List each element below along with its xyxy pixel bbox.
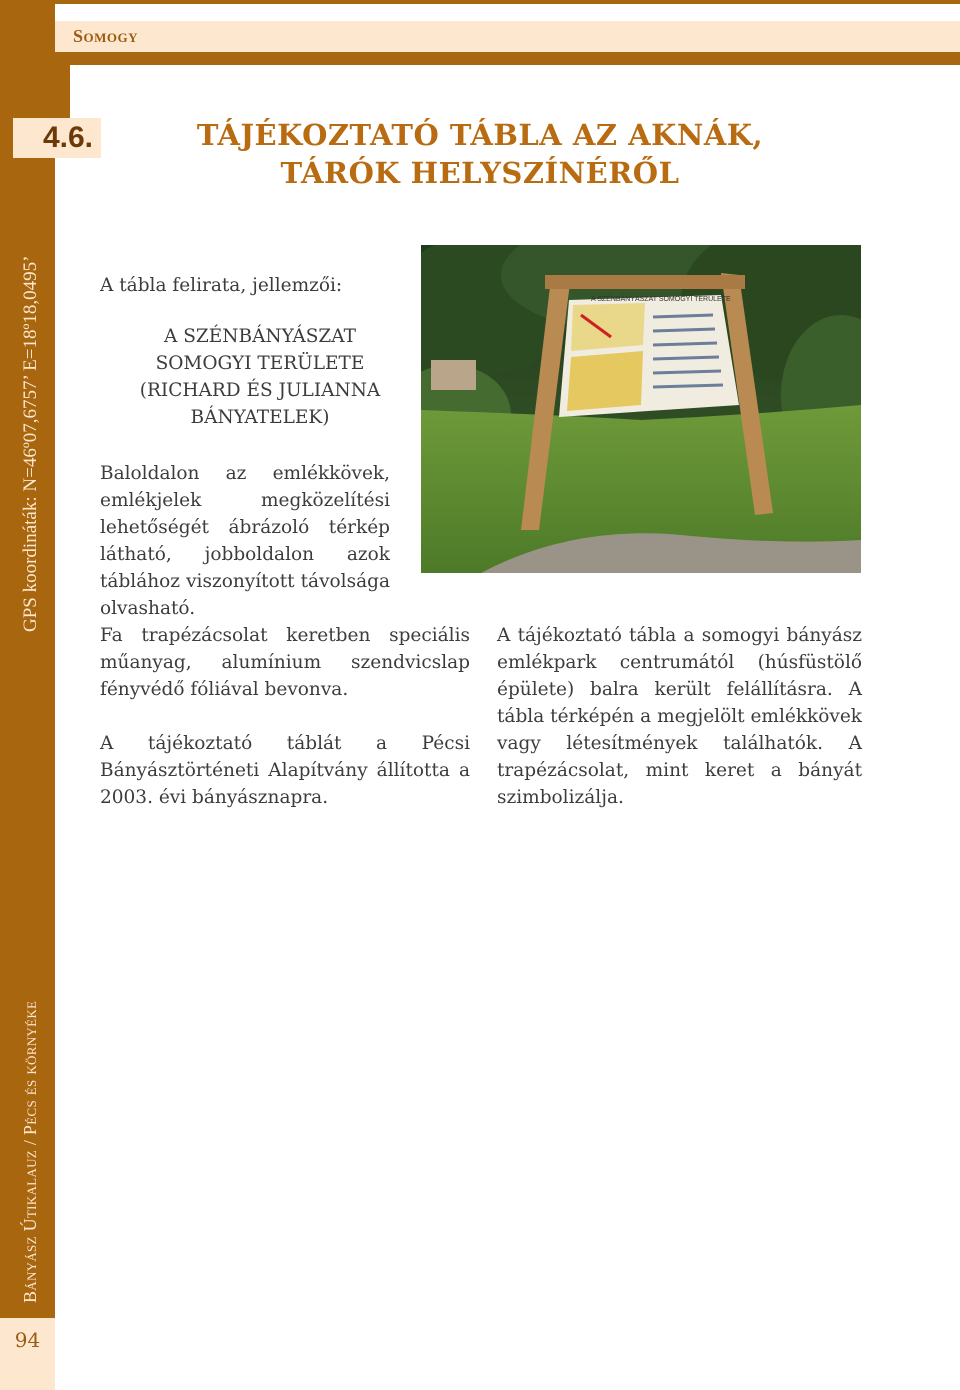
title-line-2: TÁRÓK HELYSZÍNÉRŐL [280,156,680,190]
series-title: Bányász Útikalauz / Pécs és környéke [20,1000,40,1303]
sign-title-line: BÁNYATELEK) [190,407,330,428]
intro-text: A tábla felirata, jellemzői: [100,275,343,296]
sign-photo [421,245,861,573]
photo-sign-heading: A SZÉNBÁNYÁSZAT SOMOGYI TERÜLETE [591,296,731,303]
sign-title-line: (RICHARD ÉS JULIANNA [139,380,381,401]
gps-coordinates: GPS koordináták: N=46º07,6757’ E=18º18,0495’ [20,255,41,632]
paragraph-location: A tájékoztató tábla a somogyi bányász emlékpark centrumától (húsfüstölő épülete) balra került felállításra. A tábla térképén a megjelölt emlékkövek vagy létesítmények találhatók. A trapézácsolat, mint keret a bányát szimbolizálja. [497,625,862,808]
sign-title-line: A SZÉNBÁNYÁSZAT [164,326,356,347]
paragraph-foundation: A tájékoztató táblát a Pécsi Bányásztörténeti Alapítvány állította a 2003. évi bányásznapra. [100,733,470,808]
sign-title-line: SOMOGYI TERÜLETE [155,353,365,374]
page-title [190,116,770,192]
page-number: 94 [0,1318,55,1390]
header-section-label: Somogy [73,26,139,46]
paragraph-description: Baloldalon az emlékkövek, emlékjelek megközelítési lehetőségét ábrázoló térkép látható, jobboldalon azok táblához viszonyított távolsága olvasható. [100,463,390,619]
header-top-rule [55,0,960,4]
header-bottom-rule [55,52,960,65]
section-number: 4.6. [13,118,101,158]
header-bar [55,21,960,52]
paragraph-material: Fa trapézácsolat keretben speciális műanyag, alumínium szendvicslap fényvédő fóliával bevonva. [100,625,470,700]
sign-title [100,323,420,431]
title-line-1: TÁJÉKOZTATÓ TÁBLA AZ AKNÁK, [196,118,764,152]
